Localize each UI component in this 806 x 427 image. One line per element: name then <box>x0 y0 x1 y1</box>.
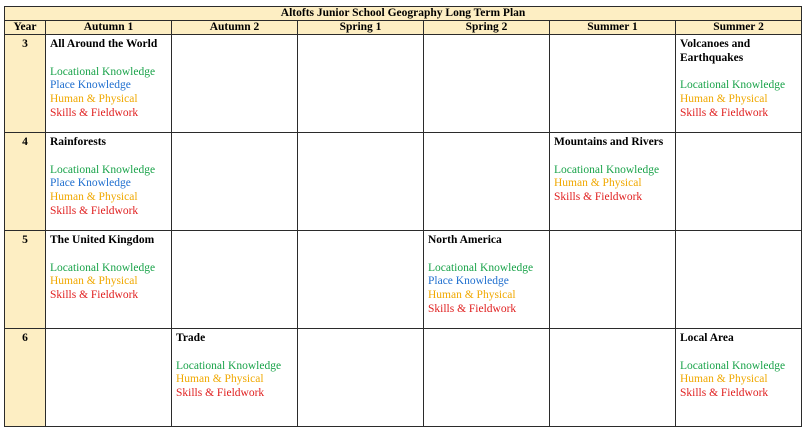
strand-label: Locational Knowledge <box>680 79 786 92</box>
plan-cell-autumn-1 <box>46 231 172 329</box>
strand-label: Locational Knowledge <box>176 359 282 372</box>
strand-label: Skills & Fieldwork <box>50 204 139 217</box>
plan-cell-summer-2 <box>676 35 802 133</box>
topic-title: Trade <box>176 332 206 344</box>
plan-cell-spring-2 <box>424 133 550 231</box>
strand-label: Human & Physical <box>50 191 138 204</box>
table-row <box>5 231 802 329</box>
topic-title: All Around the World <box>50 38 158 50</box>
strand-label: Locational Knowledge <box>680 359 786 372</box>
topic-title: Mountains and Rivers <box>554 136 664 148</box>
plan-cell-autumn-2 <box>172 133 298 231</box>
column-header-spring-1: Spring 1 <box>298 21 424 35</box>
table-row <box>5 35 802 133</box>
strand-label: Skills & Fieldwork <box>50 106 139 119</box>
strand-label: Place Knowledge <box>50 79 131 92</box>
table-row <box>5 133 802 231</box>
column-header-autumn-1: Autumn 1 <box>46 21 172 35</box>
column-header-summer-2: Summer 2 <box>676 21 802 35</box>
plan-title: Altofts Junior School Geography Long Term Plan <box>5 7 802 21</box>
topic-title: The United Kingdom <box>50 234 155 246</box>
topic-title: Rainforests <box>50 136 107 148</box>
strand-label: Skills & Fieldwork <box>554 191 643 204</box>
plan-cell-spring-1 <box>298 35 424 133</box>
plan-cell-summer-2 <box>676 231 802 329</box>
strand-label: Locational Knowledge <box>428 261 534 274</box>
strand-label: Skills & Fieldwork <box>50 289 139 302</box>
strand-label: Locational Knowledge <box>50 261 156 274</box>
strand-label: Skills & Fieldwork <box>680 387 769 400</box>
strand-label: Human & Physical <box>680 93 768 106</box>
strand-label: Human & Physical <box>50 275 138 288</box>
column-header-spring-2: Spring 2 <box>424 21 550 35</box>
strand-label: Human & Physical <box>554 177 642 190</box>
header-row <box>5 21 802 35</box>
topic-title: North America <box>428 234 502 246</box>
plan-cell-autumn-1 <box>46 133 172 231</box>
year-cell: 5 <box>5 231 46 329</box>
strand-label: Skills & Fieldwork <box>680 106 769 119</box>
topic-title: Volcanoes and Earthquakes <box>680 38 751 64</box>
title-row <box>5 7 802 21</box>
strand-label: Locational Knowledge <box>554 163 660 176</box>
strand-label: Human & Physical <box>680 373 768 386</box>
plan-cell-spring-1 <box>298 231 424 329</box>
plan-cell-autumn-2 <box>172 35 298 133</box>
plan-cell-autumn-2 <box>172 231 298 329</box>
strand-label: Human & Physical <box>428 289 516 302</box>
plan-cell-spring-2 <box>424 35 550 133</box>
year-cell: 4 <box>5 133 46 231</box>
strand-label: Skills & Fieldwork <box>176 387 265 400</box>
topic-title: Local Area <box>680 332 734 344</box>
strand-label: Locational Knowledge <box>50 163 156 176</box>
strand-label: Place Knowledge <box>50 177 131 190</box>
plan-cell-summer-1 <box>550 133 676 231</box>
plan-cell-spring-1 <box>298 133 424 231</box>
plan-cell-autumn-1 <box>46 35 172 133</box>
strand-label: Place Knowledge <box>428 275 509 288</box>
year-cell: 6 <box>5 329 46 427</box>
year-cell: 3 <box>5 35 46 133</box>
strand-label: Human & Physical <box>176 373 264 386</box>
column-header-year: Year <box>5 21 46 35</box>
strand-label: Locational Knowledge <box>50 65 156 78</box>
plan-cell-spring-2 <box>424 231 550 329</box>
plan-cell-summer-1 <box>550 231 676 329</box>
plan-cell-summer-2 <box>676 133 802 231</box>
column-header-summer-1: Summer 1 <box>550 21 676 35</box>
long-term-plan-table <box>4 6 802 427</box>
strand-label: Human & Physical <box>50 93 138 106</box>
plan-body <box>5 35 802 427</box>
column-header-autumn-2: Autumn 2 <box>172 21 298 35</box>
strand-label: Skills & Fieldwork <box>428 302 517 315</box>
plan-cell-summer-1 <box>550 35 676 133</box>
